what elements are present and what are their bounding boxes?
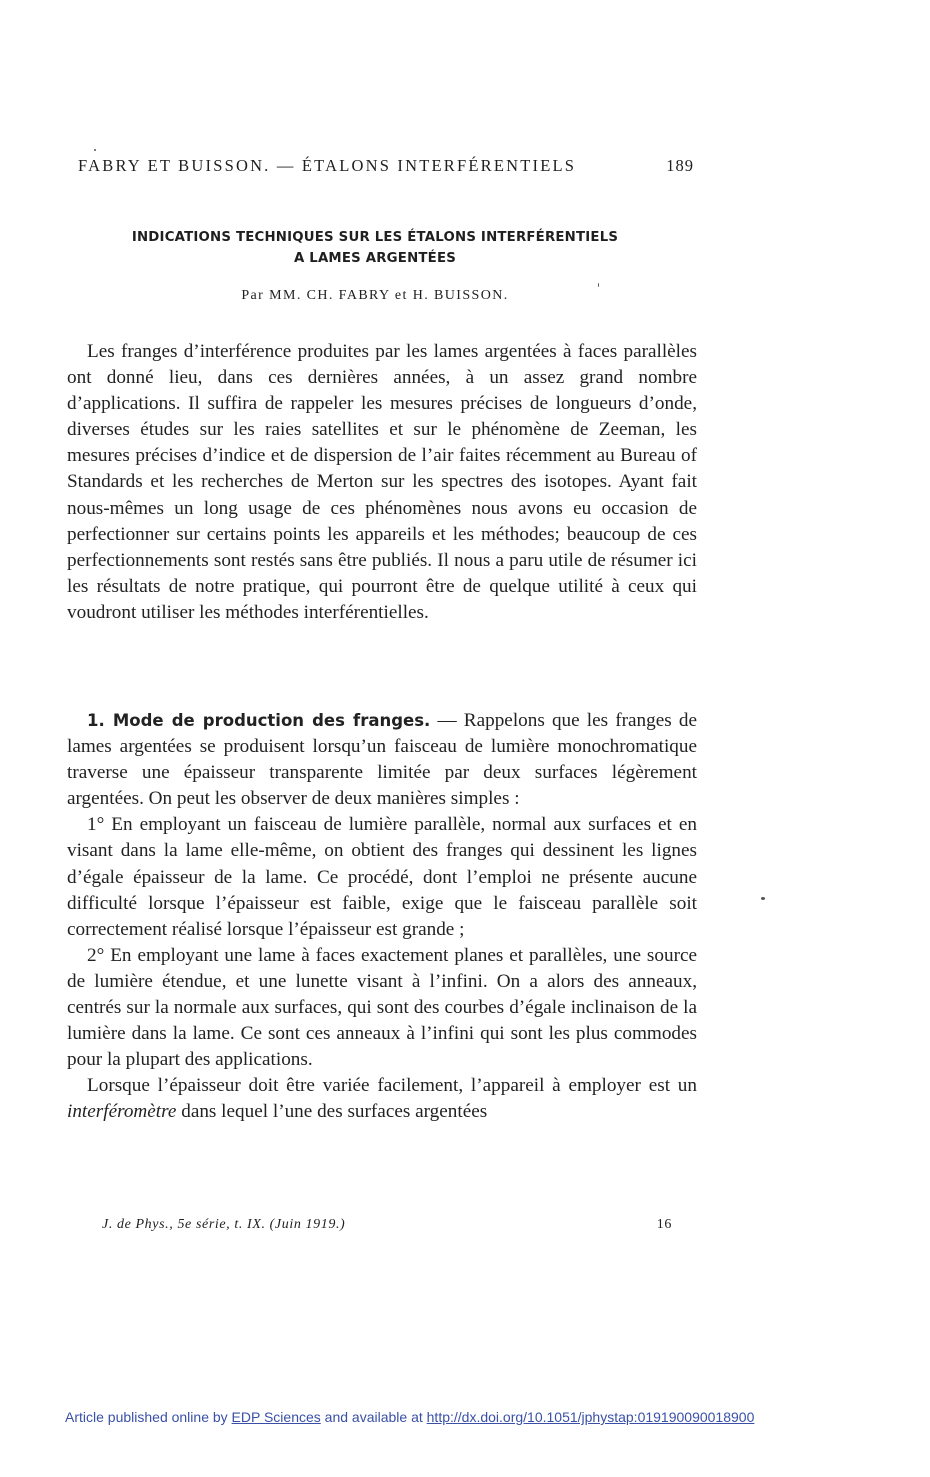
method-item-2: 2° En employant une lame à faces exactement planes et parallèles, une source de lumière étendue, et une lunette visant à l’infini. On a alors des anneaux, centrés sur la normale aux surfaces, qui sont des courbes d’égale inclinaison de la lumière dans la lame. Ce sont ces anneaux à l’infini qui sont les plus commodes pour la plupart des applications. bbox=[67, 944, 697, 1071]
running-head-title: FABRY ET BUISSON. — ÉTALONS INTERFÉRENTIELS bbox=[78, 156, 577, 175]
closing-paragraph bbox=[67, 1073, 697, 1125]
article-title bbox=[80, 227, 670, 269]
section-heading: 1. Mode de production des franges. bbox=[87, 711, 431, 730]
signature-number: 16 bbox=[656, 1217, 672, 1232]
title-line-1: INDICATIONS TECHNIQUES SUR LES ÉTALONS INTERFÉRENTIELS bbox=[131, 230, 619, 245]
scan-speck bbox=[598, 283, 599, 287]
page-number: 189 bbox=[666, 156, 694, 175]
scan-speck bbox=[94, 149, 96, 151]
publisher-link[interactable]: EDP Sciences bbox=[231, 1409, 321, 1425]
publisher-line bbox=[65, 1409, 754, 1425]
article-authors: Par MM. CH. FABRY et H. BUISSON. bbox=[241, 288, 509, 303]
section-1 bbox=[67, 708, 697, 1126]
italic-term: interféromètre bbox=[67, 1101, 177, 1123]
journal-citation: J. de Phys., 5e série, t. IX. (Juin 1919.) bbox=[102, 1217, 346, 1232]
publisher-middle: and available at bbox=[320, 1409, 427, 1425]
page-footer bbox=[102, 1217, 672, 1233]
scan-speck bbox=[761, 897, 765, 900]
section-1-text: — Rappelons que les franges de lames argentées se produisent lorsqu’un faisceau de lumière monochromatique traverse une épaisseur transparente limitée par deux surfaces légèrement argentées. On peut les observer de deux manières simples : bbox=[67, 710, 697, 810]
intro-section bbox=[67, 339, 697, 652]
doi-link[interactable]: http://dx.doi.org/10.1051/jphystap:019190090018900 bbox=[426, 1409, 755, 1425]
method-item-1: 1° En employant un faisceau de lumière parallèle, normal aux surfaces et en visant dans la lame elle-même, on obtient des franges qui dessinent les lignes d’égale épaisseur de la lame. Ce procédé, dont l’emploi ne présente aucune difficulté lorsque l’épaisseur est faible, exige que le faisceau parallèle soit correctement réalisé lorsque l’épaisseur est grande ; bbox=[67, 814, 697, 940]
closing-text-start: Lorsque l’épaisseur doit être variée facilement, l’appareil à employer est un bbox=[87, 1075, 697, 1097]
closing-text-end: dans lequel l’une des surfaces argentées bbox=[176, 1101, 488, 1123]
section-1-paragraph bbox=[67, 708, 697, 812]
publisher-prefix: Article published online by bbox=[65, 1409, 232, 1425]
title-line-2: A LAMES ARGENTÉES bbox=[293, 251, 457, 266]
intro-paragraph: Les franges d’interférence produites par les lames argentées à faces parallèles ont donné lieu, dans ces dernières années, à un assez grand nombre d’applications. Il suffira de rappeler les mesures précises de longueurs d’onde, diverses études sur les raies satellites et sur le phénomène de Zeeman, les mesures précises d’indice et de dispersion de l’air faites récemment au Bureau of Standards et les recherches de Merton sur les spectres des isotopes. Ayant fait nous-mêmes un long usage de ces phénomènes nous avons eu occasion de perfectionner sur certains points les appareils et les méthodes; beaucoup de ces perfectionnements sont restés sans être publiés. Il nous a paru utile de résumer ici les résultats de notre pratique, qui pourront être de quelque utilité à ceux qui voudront utiliser les méthodes interférentielles. bbox=[67, 341, 697, 623]
